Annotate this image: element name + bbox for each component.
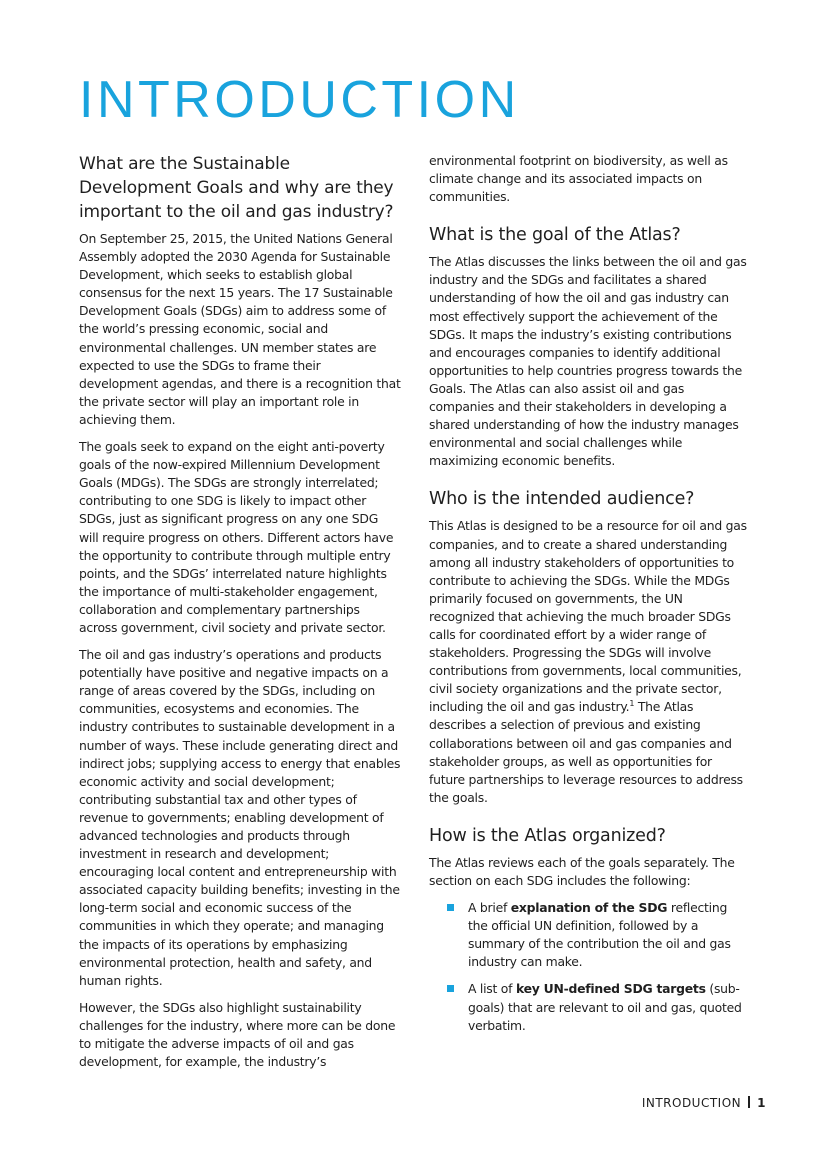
footnote-reference[interactable]: 1 <box>629 699 635 709</box>
section-heading-audience: Who is the intended audience? <box>429 489 695 510</box>
paragraph: However, the SDGs also highlight sustainability challenges for the industry, where more can be done to mitigate the adverse impacts of oil and gas development, for example, the industry’s <box>79 999 396 1070</box>
list-item <box>447 899 749 971</box>
paragraph <box>429 517 749 807</box>
footer-divider <box>748 1096 750 1108</box>
paragraph: The Atlas discusses the links between the oil and gas industry and the SDGs and facilitates a shared understanding of how the oil and gas industry can most effectively support the achievement of the SDGs. It maps the industry’s existing contributions and encourages companies to identify additional opportunities to help countries progress towards the Goals. The Atlas can also assist oil and gas companies and their stakeholders in developing a shared understanding of how the industry manages environmental and social challenges while maximizing economic benefits. <box>429 254 747 469</box>
bullet-bold-text: explanation of the SDG <box>510 900 668 916</box>
section-heading-sdgs: What are the Sustainable Development Goals and why are they important to the oil and gas industry? <box>79 154 394 222</box>
square-bullet-icon <box>447 985 454 992</box>
bullet-list <box>447 899 749 1035</box>
paragraph-text: This Atlas is designed to be a resource for oil and gas companies, and to create a shared understanding among all industry stakeholders of opportunities to contribute to achieving the SDGs. While the MDGs primarily focused on governments, the UN recognized that achieving the much broader SDGs calls for coordinated effort by a wider range of stakeholders. Progressing the SDGs will involve contributions from governments, local communities, civil society organizations and the private sector, including the oil and gas industry. <box>429 518 747 715</box>
right-column <box>429 152 749 1044</box>
page-title: INTRODUCTION <box>79 71 520 129</box>
page-number: 1 <box>757 1096 766 1110</box>
bullet-text: reflecting the official UN definition, followed by a summary of the contribution the oil and gas industry can make. <box>468 900 731 970</box>
paragraph: The Atlas reviews each of the goals separately. The section on each SDG includes the following: <box>429 854 735 888</box>
page-footer <box>640 1096 766 1110</box>
footer-section-label: INTRODUCTION <box>641 1096 742 1110</box>
list-item <box>447 980 749 1034</box>
paragraph-text: The Atlas describes a selection of previous and existing collaborations between oil and gas companies and stakeholder groups, as well as opportunities for future partnerships to leverage resources to address the goals. <box>429 699 743 805</box>
section-heading-organized: How is the Atlas organized? <box>429 825 666 846</box>
bullet-bold-text: key UN-defined SDG targets <box>515 981 706 997</box>
paragraph: On September 25, 2015, the United Nations General Assembly adopted the 2030 Agenda for Sustainable Development, which seeks to establish global consensus for the next 15 years. The 17 Sustainable Development Goals (SDGs) aim to address some of the world’s pressing economic, social and environmental challenges. UN member states are expected to use the SDGs to frame their development agendas, and there is a recognition that the private sector will play an important role in achieving them. <box>79 231 401 427</box>
left-column <box>79 152 401 1080</box>
bullet-text: A list of <box>468 981 516 997</box>
bullet-text: (sub-goals) that are relevant to oil and gas, quoted verbatim. <box>468 981 742 1033</box>
bullet-text: A brief <box>468 900 511 916</box>
section-heading-goal: What is the goal of the Atlas? <box>429 225 681 246</box>
paragraph: The goals seek to expand on the eight anti-poverty goals of the now-expired Millennium Development Goals (MDGs). The SDGs are strongly interrelated; contributing to one SDG is likely to impact other SDGs, just as significant progress on any one SDG will require progress on others. Different actors have the opportunity to contribute through multiple entry points, and the SDGs’ interrelated nature highlights the importance of multi-stakeholder engagement, collaboration and complementary partnerships across government, civil society and private sector. <box>79 439 394 635</box>
paragraph-continuation: environmental footprint on biodiversity, as well as climate change and its associated impacts on communities. <box>429 153 728 205</box>
paragraph: The oil and gas industry’s operations and products potentially have positive and negative impacts on a range of areas covered by the SDGs, including on communities, ecosystems and economies. The industry contributes to sustainable development in a number of ways. These include generating direct and indirect jobs; supplying access to energy that enables economic activity and social development; contributing substantial tax and other types of revenue to governments; enabling development of advanced technologies and products through investment in research and development; encouraging local content and entrepreneurship with associated capacity building benefits; investing in the long-term social and economic success of the communities in which they operate; and managing the impacts of its operations by emphasizing environmental protection, health and safety, and human rights. <box>79 647 401 988</box>
square-bullet-icon <box>447 904 454 911</box>
